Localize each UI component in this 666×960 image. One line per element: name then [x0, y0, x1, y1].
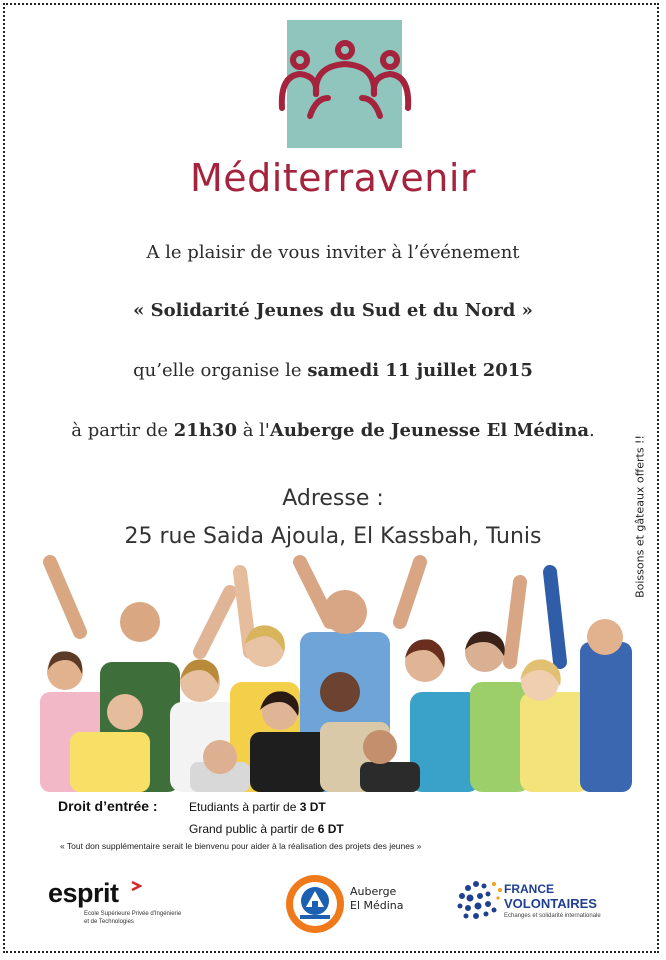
entry-fee-label: Droit d’entrée :	[58, 798, 158, 814]
venue-suffix: .	[589, 420, 595, 441]
public-fee-text: Grand public à partir de	[189, 822, 318, 836]
globe-dots-icon	[454, 876, 510, 926]
address-label: Adresse :	[282, 486, 384, 511]
venue-line	[0, 420, 666, 441]
hostelling-international-icon	[284, 873, 346, 935]
crowd-photo	[40, 552, 632, 792]
date-line	[0, 360, 666, 381]
venue-name: Auberge de Jeunesse El Médina	[269, 420, 589, 441]
event-date: samedi 11 juillet 2015	[307, 360, 533, 381]
auberge-line2: El Médina	[350, 899, 404, 912]
public-fee	[189, 822, 344, 836]
side-note	[630, 430, 650, 610]
address-value: 25 rue Saida Ajoula, El Kassbah, Tunis	[124, 524, 542, 549]
auberge-line1: Auberge	[350, 885, 397, 898]
date-prefix: qu’elle organise le	[133, 360, 308, 381]
esprit-subtitle: Ecole Supérieure Privée d'Ingénierie et de Technologies	[84, 911, 182, 925]
fv-name-line1: FRANCE	[504, 882, 554, 896]
event-title: « Solidarité Jeunes du Sud et du Nord »	[133, 300, 533, 321]
time-prefix: à partir de	[71, 420, 174, 441]
fv-subtitle: Echanges et solidarité internationale	[504, 913, 601, 919]
france-volontaires-logo	[454, 876, 614, 940]
side-note-text: Boissons et gâteaux offerts !!	[633, 435, 647, 598]
auberge-name	[350, 885, 420, 913]
brand-name: Méditerravenir	[189, 156, 477, 200]
invitation-line: A le plaisir de vous inviter à l’événement	[146, 242, 520, 263]
donation-note: « Tout don supplémentaire serait le bienvenu pour aider à la réalisation des projets des jeunes »	[60, 841, 422, 851]
event-time: 21h30	[173, 420, 237, 441]
fv-name-line2: VOLONTAIRES	[504, 896, 597, 911]
student-fee-text: Etudiants à partir de	[189, 800, 300, 814]
esprit-accent-icon	[130, 880, 142, 892]
esprit-wordmark: esprit	[48, 878, 119, 908]
auberge-logo	[284, 873, 414, 939]
esprit-logo	[48, 878, 182, 940]
student-fee-price: 3 DT	[299, 800, 326, 814]
people-logo-icon	[270, 38, 420, 128]
student-fee	[189, 800, 326, 814]
venue-connector: à l'	[236, 420, 270, 441]
public-fee-price: 6 DT	[317, 822, 344, 836]
